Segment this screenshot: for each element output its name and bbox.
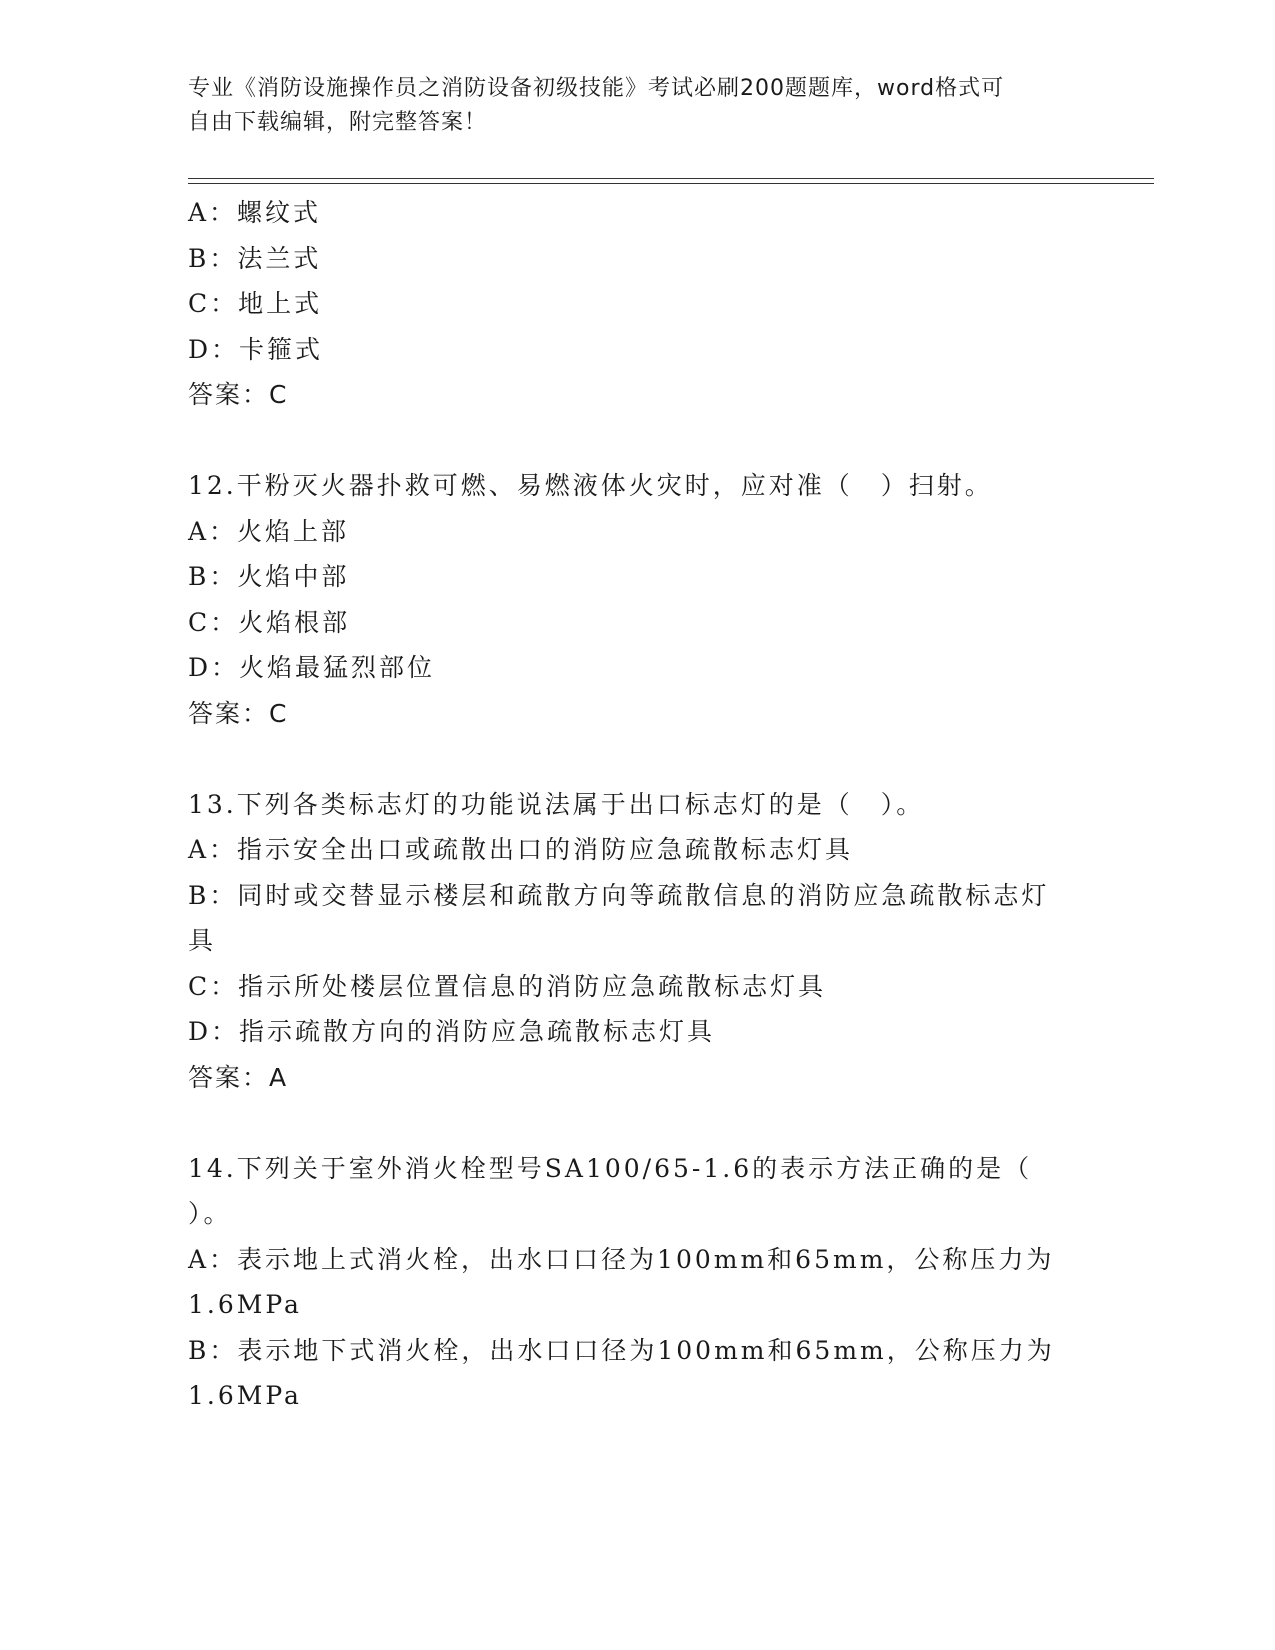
- option-a: A：表示地上式消火栓，出水口口径为100mm和65mm，公称压力为: [188, 1244, 1055, 1274]
- question-list: [188, 190, 1088, 1419]
- question-stem: 13.下列各类标志灯的功能说法属于出口标志灯的是（ ）。: [188, 789, 925, 819]
- document-header: [188, 72, 1068, 140]
- option-a: A：螺纹式: [188, 198, 322, 227]
- option-b: B：法兰式: [188, 243, 322, 273]
- header-divider-bottom: [188, 183, 1154, 184]
- question-12: [188, 463, 1088, 736]
- option-b-continued: 具: [188, 926, 217, 955]
- option-c: C：火焰根部: [188, 607, 351, 637]
- question-14: [188, 1146, 1088, 1419]
- option-d: D：卡箍式: [188, 334, 324, 364]
- option-a: A：指示安全出口或疏散出口的消防应急疏散标志灯具: [188, 835, 854, 864]
- option-b: B：表示地下式消火栓，出水口口径为100mm和65mm，公称压力为: [188, 1335, 1055, 1365]
- header-line-1: 专业《消防设施操作员之消防设备初级技能》考试必刷200题题库，word格式可: [188, 76, 1005, 101]
- answer: 答案：C: [188, 698, 289, 728]
- header-divider-top: [188, 178, 1154, 179]
- question-stem: 14.下列关于室外消火栓型号SA100/65-1.6的表示方法正确的是（: [188, 1153, 1033, 1183]
- option-d: D：火焰最猛烈部位: [188, 653, 436, 682]
- question-11: [188, 190, 1088, 418]
- option-b: B：火焰中部: [188, 562, 350, 591]
- option-b-continued: 1.6MPa: [188, 1381, 302, 1410]
- question-stem-continued: ）。: [188, 1199, 232, 1228]
- option-b: B：同时或交替显示楼层和疏散方向等疏散信息的消防应急疏散标志灯: [188, 880, 1050, 910]
- spacer: [188, 1100, 1088, 1146]
- option-d: D：指示疏散方向的消防应急疏散标志灯具: [188, 1017, 716, 1046]
- answer: 答案：A: [188, 1062, 289, 1092]
- header-line-2: 自由下载编辑，附完整答案！: [188, 110, 488, 135]
- option-a-continued: 1.6MPa: [188, 1290, 302, 1319]
- option-c: C：地上式: [188, 289, 323, 318]
- spacer: [188, 736, 1088, 782]
- option-a: A：火焰上部: [188, 516, 350, 546]
- question-13: [188, 782, 1088, 1101]
- question-stem: 12.干粉灭火器扑救可燃、易燃液体火灾时，应对准（ ）扫射。: [188, 471, 993, 500]
- spacer: [188, 418, 1088, 464]
- option-c: C：指示所处楼层位置信息的消防应急疏散标志灯具: [188, 971, 827, 1001]
- answer: 答案：C: [188, 380, 289, 409]
